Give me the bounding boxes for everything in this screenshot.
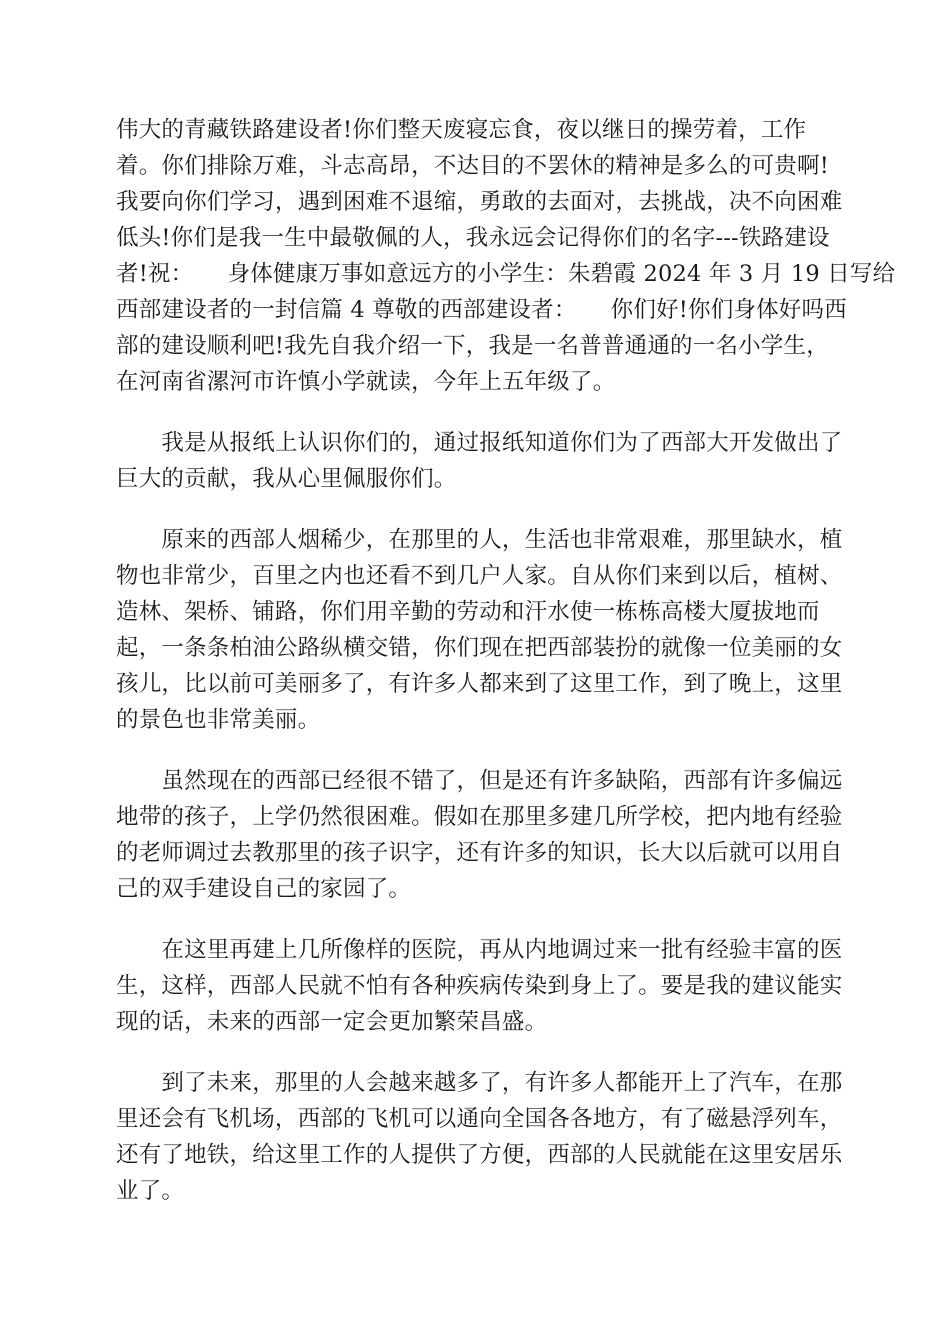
paragraph-2 [116, 425, 843, 497]
text-line: 的景色也非常美丽。 [116, 707, 321, 733]
text-line: 着。你们排除万难，斗志高昂，不达目的不罢休的精神是多么的可贵啊! [116, 153, 829, 179]
paragraph-6 [116, 1065, 843, 1209]
paragraph-spacer [116, 1040, 836, 1065]
text-line: 部的建设顺利吧!我先自我介绍一下，我是一名普普通通的一名小学生， [116, 333, 829, 359]
text-line: 者!祝： 身体健康万事如意远方的小学生：朱碧霞 2024 年 3 月 19 日写给 [116, 261, 896, 287]
text-line: 到了未来，那里的人会越来越多了，有许多人都能开上了汽车，在那 [116, 1070, 843, 1096]
paragraph-1 [116, 112, 896, 400]
paragraph-spacer [116, 738, 836, 763]
text-line: 孩儿，比以前可美丽多了，有许多人都来到了这里工作，到了晚上，这里 [116, 671, 843, 697]
text-line: 在河南省漯河市许慎小学就读，今年上五年级了。 [116, 369, 616, 395]
paragraph-spacer [116, 400, 836, 425]
text-line: 我是从报纸上认识你们的，通过报纸知道你们为了西部大开发做出了 [116, 430, 843, 456]
paragraph-spacer [116, 497, 836, 522]
text-line: 我要向你们学习，遇到困难不退缩，勇敢的去面对，去挑战，决不向困难 [116, 189, 843, 215]
paragraph-4 [116, 763, 843, 907]
text-line: 巨大的贡献，我从心里佩服你们。 [116, 466, 457, 492]
text-line: 生，这样，西部人民就不怕有各种疾病传染到身上了。要是我的建议能实 [116, 973, 843, 999]
text-line: 还有了地铁，给这里工作的人提供了方便，西部的人民就能在这里安居乐 [116, 1142, 843, 1168]
document-page [116, 112, 896, 1209]
text-line: 里还会有飞机场，西部的飞机可以通向全国各各地方，有了磁悬浮列车， [116, 1106, 843, 1132]
text-line: 地带的孩子，上学仍然很困难。假如在那里多建几所学校，把内地有经验 [116, 804, 843, 830]
text-line: 虽然现在的西部已经很不错了，但是还有许多缺陷，西部有许多偏远 [116, 768, 843, 794]
text-line: 低头!你们是我一生中最敬佩的人，我永远会记得你们的名字---铁路建设 [116, 225, 830, 251]
paragraph-3 [116, 522, 843, 738]
text-line: 己的双手建设自己的家园了。 [116, 876, 412, 902]
text-line: 伟大的青藏铁路建设者!你们整天废寝忘食，夜以继日的操劳着，工作 [116, 117, 807, 143]
text-line: 西部建设者的一封信篇 4 尊敬的西部建设者： 你们好!你们身体好吗西 [116, 297, 847, 323]
text-line: 在这里再建上几所像样的医院，再从内地调过来一批有经验丰富的医 [116, 937, 843, 963]
text-line: 造林、架桥、铺路，你们用辛勤的劳动和汗水使一栋栋高楼大厦拔地而 [116, 599, 820, 625]
text-line: 起，一条条柏油公路纵横交错，你们现在把西部装扮的就像一位美丽的女 [116, 635, 843, 661]
text-line: 现的话，未来的西部一定会更加繁荣昌盛。 [116, 1009, 548, 1035]
text-line: 物也非常少，百里之内也还看不到几户人家。自从你们来到以后，植树、 [116, 563, 843, 589]
text-line: 的老师调过去教那里的孩子识字，还有许多的知识，长大以后就可以用自 [116, 840, 843, 866]
paragraph-spacer [116, 907, 836, 932]
text-line: 原来的西部人烟稀少，在那里的人，生活也非常艰难，那里缺水，植 [116, 527, 843, 553]
text-line: 业了。 [116, 1178, 185, 1204]
paragraph-5 [116, 932, 843, 1040]
